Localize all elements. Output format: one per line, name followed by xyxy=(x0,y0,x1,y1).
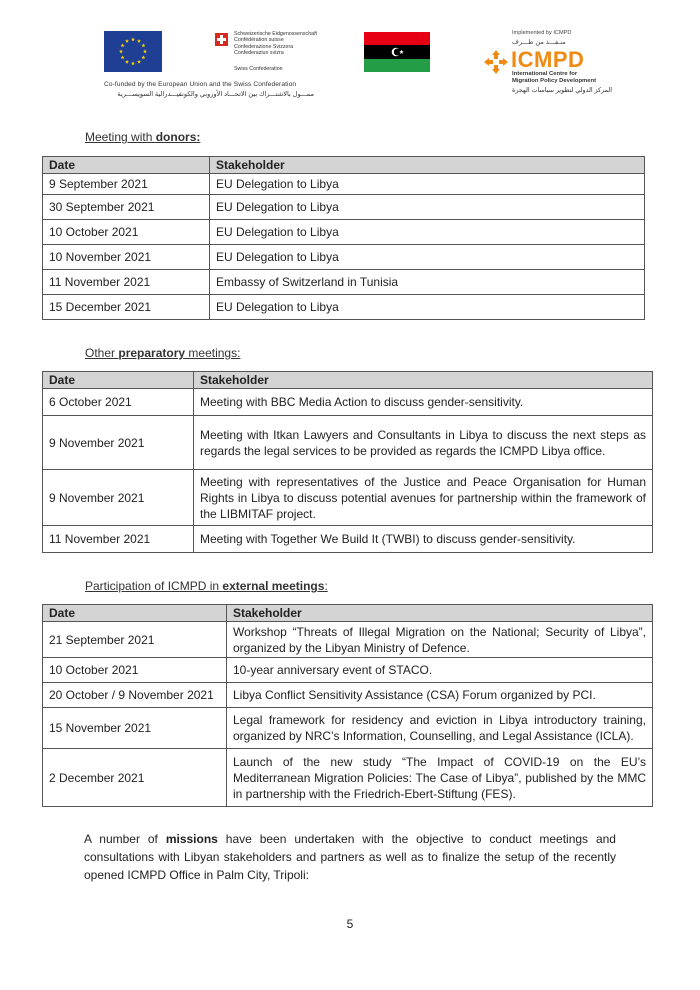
donors-table xyxy=(42,156,645,320)
eu-star-icon xyxy=(141,43,145,47)
stakeholder-cell: Workshop “Threats of Illegal Migration on the National; Security of Libya”, organized by the Libyan Ministry of Defence. xyxy=(227,622,653,658)
heading-bold-text: preparatory xyxy=(118,346,186,360)
heading-text: : xyxy=(324,579,328,593)
table-row xyxy=(43,708,653,749)
column-header-stakeholder: Stakeholder xyxy=(210,157,645,174)
paragraph-text: A number of xyxy=(84,832,166,846)
swiss-cross-icon xyxy=(215,33,228,46)
eu-star-icon xyxy=(131,37,135,41)
stakeholder-cell: EU Delegation to Libya xyxy=(210,174,645,195)
swiss-name-line: Confédération suisse xyxy=(234,37,284,44)
libya-flag-logo xyxy=(364,32,430,72)
heading-text: Other xyxy=(85,346,119,360)
stakeholder-cell: EU Delegation to Libya xyxy=(210,195,645,220)
external-meetings-table xyxy=(42,604,653,807)
stakeholder-cell: EU Delegation to Libya xyxy=(210,220,645,245)
date-cell: 10 November 2021 xyxy=(43,245,210,270)
stakeholder-cell: Embassy of Switzerland in Tunisia xyxy=(210,270,645,295)
table-row xyxy=(43,270,645,295)
stakeholder-cell: Libya Conflict Sensitivity Assistance (CSA) Forum organized by PCI. xyxy=(227,683,653,708)
heading-bold-text: donors: xyxy=(155,130,201,144)
date-cell: 9 November 2021 xyxy=(43,470,194,526)
stakeholder-cell: 10-year anniversary event of STACO. xyxy=(227,658,653,683)
stakeholder-cell: Meeting with Itkan Lawyers and Consultants in Libya to discuss the next steps as regards the legal services to be provided as regards the ICMPD Libya office. xyxy=(194,416,653,470)
eu-star-icon xyxy=(125,39,129,43)
preparatory-heading xyxy=(85,346,240,360)
stakeholder-cell: Meeting with representatives of the Justice and Peace Organisation for Human Rights in Libya to discuss potential avenues for partnership within the framework of the LIBMITAF project. xyxy=(194,470,653,526)
table-row xyxy=(43,749,653,807)
swiss-name-line: Schweizerische Eidgenossenschaft xyxy=(234,31,318,37)
eu-star-icon xyxy=(141,55,145,59)
stakeholder-cell: Meeting with Together We Build It (TWBI) to discuss gender-sensitivity. xyxy=(194,526,653,553)
column-header-date: Date xyxy=(43,605,227,622)
date-cell: 9 November 2021 xyxy=(43,416,194,470)
eu-star-icon xyxy=(137,39,141,43)
column-header-stakeholder: Stakeholder xyxy=(194,372,653,389)
table-row xyxy=(43,683,653,708)
date-cell: 15 November 2021 xyxy=(43,708,227,749)
swiss-confederation-label: Swiss Confederation xyxy=(234,66,283,72)
heading-bold-text: external meetings xyxy=(222,579,325,593)
table-row xyxy=(43,245,645,270)
icmpd-name-arabic: المركز الدولي لتطوير سياسات الهجرة xyxy=(512,87,612,94)
column-header-stakeholder: Stakeholder xyxy=(227,605,653,622)
icmpd-name-line: Migration Policy Development xyxy=(512,78,597,84)
table-row xyxy=(43,389,653,416)
paragraph-bold-text: missions xyxy=(165,832,218,846)
heading-text: Meeting with xyxy=(85,130,156,144)
page-number: 5 xyxy=(346,917,354,931)
eu-flag-logo xyxy=(104,31,162,72)
table-row xyxy=(43,416,653,470)
donors-heading xyxy=(85,130,200,144)
table-row xyxy=(43,658,653,683)
date-cell: 11 November 2021 xyxy=(43,526,194,553)
eu-star-icon xyxy=(119,49,123,53)
table-header-row xyxy=(43,605,653,622)
icmpd-implemented-arabic: منـفـــذ من طـــرف xyxy=(512,39,566,46)
icmpd-implemented-label: Implemented by ICMPD xyxy=(512,30,572,36)
table-row xyxy=(43,622,653,658)
date-cell: 9 September 2021 xyxy=(43,174,210,195)
eu-star-icon xyxy=(121,43,125,47)
missions-paragraph xyxy=(84,830,616,884)
swiss-name-line: Confederazione Svizzera xyxy=(234,43,294,50)
table-row xyxy=(43,526,653,553)
eu-star-icon xyxy=(121,55,125,59)
eu-star-icon xyxy=(131,61,135,65)
external-heading xyxy=(85,579,328,593)
table-row xyxy=(43,470,653,526)
date-cell: 10 October 2021 xyxy=(43,220,210,245)
stakeholder-cell: Legal framework for residency and eviction in Libya introductory training, organized by NRC’s Information, Counselling, and Legal Assistance (ICLA). xyxy=(227,708,653,749)
cofunded-caption-arabic: ممـــول بالاشتـــراك بين الاتحـــاد الأوروبي والكونفيـــدرالية السويســـرية xyxy=(117,91,314,98)
paragraph-text: have been undertaken with the objective to conduct meetings and consultations with Libyan stakeholders and partners as well as to finalize the setup of the recently opened ICMPD Office in Palm City, Tripoli: xyxy=(84,832,616,882)
eu-star-icon xyxy=(125,60,129,64)
preparatory-table xyxy=(42,371,653,553)
heading-text: Participation of ICMPD in xyxy=(85,579,223,593)
stakeholder-cell: EU Delegation to Libya xyxy=(210,245,645,270)
eu-star-icon xyxy=(143,49,147,53)
table-row xyxy=(43,220,645,245)
icmpd-full-name xyxy=(512,71,596,85)
column-header-date: Date xyxy=(43,372,194,389)
icmpd-name-line: International Centre for xyxy=(512,71,578,77)
swiss-confederation-logo xyxy=(215,30,325,80)
crescent-star-icon xyxy=(364,45,430,59)
date-cell: 21 September 2021 xyxy=(43,622,227,658)
date-cell: 30 September 2021 xyxy=(43,195,210,220)
date-cell: 11 November 2021 xyxy=(43,270,210,295)
cofunded-caption: Co-funded by the European Union and the Swiss Confederation xyxy=(104,81,297,88)
icmpd-arrows-icon xyxy=(483,49,509,75)
stakeholder-cell: Meeting with BBC Media Action to discuss gender-sensitivity. xyxy=(194,389,653,416)
stakeholder-cell: EU Delegation to Libya xyxy=(210,295,645,320)
table-header-row xyxy=(43,372,653,389)
eu-star-icon xyxy=(137,60,141,64)
date-cell: 10 October 2021 xyxy=(43,658,227,683)
date-cell: 20 October / 9 November 2021 xyxy=(43,683,227,708)
table-header-row xyxy=(43,157,645,174)
eu-stars-icon xyxy=(104,31,162,72)
swiss-names xyxy=(234,31,317,57)
stakeholder-cell: Launch of the new study “The Impact of COVID-19 on the EU’s Mediterranean Migration Policies: The Case of Libya”, published by the MMC in partnership with the Friedrich-Ebert-Stiftung (FES). xyxy=(227,749,653,807)
date-cell: 15 December 2021 xyxy=(43,295,210,320)
table-row xyxy=(43,195,645,220)
table-row xyxy=(43,295,645,320)
date-cell: 2 December 2021 xyxy=(43,749,227,807)
table-row xyxy=(43,174,645,195)
swiss-name-line: Confederaziun svizra xyxy=(234,50,284,57)
icmpd-wordmark: ICMPD xyxy=(511,47,585,72)
column-header-date: Date xyxy=(43,157,210,174)
heading-text: meetings: xyxy=(185,346,241,360)
date-cell: 6 October 2021 xyxy=(43,389,194,416)
